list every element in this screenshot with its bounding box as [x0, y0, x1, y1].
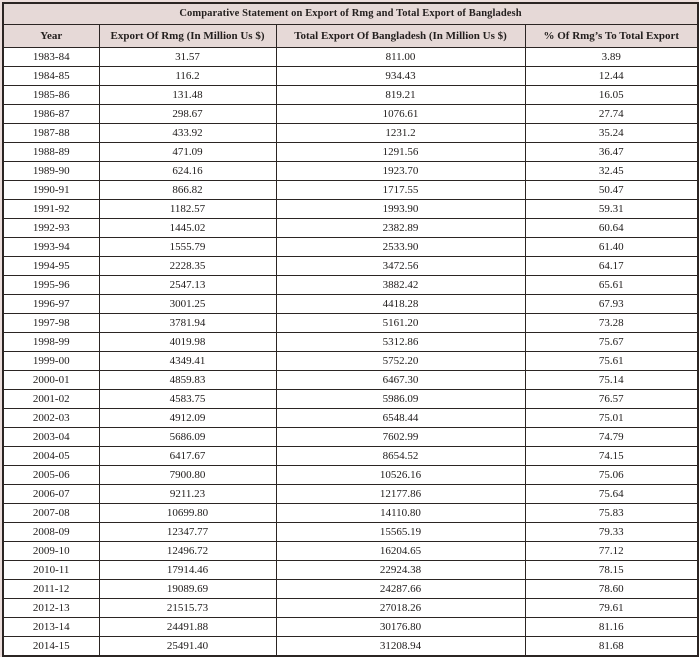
cell-rmg: 9211.23	[99, 485, 276, 504]
cell-total: 934.43	[276, 67, 525, 86]
column-header-total: Total Export Of Bangladesh (In Million Us $)	[276, 25, 525, 48]
cell-year: 2000-01	[3, 371, 99, 390]
cell-pct: 78.60	[525, 580, 698, 599]
cell-year: 2007-08	[3, 504, 99, 523]
column-header-row	[3, 25, 698, 48]
table-row	[3, 599, 698, 618]
cell-rmg: 1555.79	[99, 238, 276, 257]
cell-rmg: 5686.09	[99, 428, 276, 447]
table-row	[3, 143, 698, 162]
cell-total: 8654.52	[276, 447, 525, 466]
table-header	[3, 3, 698, 48]
table-row	[3, 485, 698, 504]
cell-total: 1717.55	[276, 181, 525, 200]
cell-year: 2004-05	[3, 447, 99, 466]
cell-total: 1076.61	[276, 105, 525, 124]
cell-total: 16204.65	[276, 542, 525, 561]
table-row	[3, 333, 698, 352]
table-row	[3, 181, 698, 200]
cell-total: 14110.80	[276, 504, 525, 523]
cell-pct: 75.06	[525, 466, 698, 485]
cell-rmg: 1445.02	[99, 219, 276, 238]
table-row	[3, 295, 698, 314]
table-row	[3, 257, 698, 276]
cell-total: 4418.28	[276, 295, 525, 314]
cell-pct: 79.61	[525, 599, 698, 618]
cell-rmg: 298.67	[99, 105, 276, 124]
table-row	[3, 105, 698, 124]
table-row	[3, 314, 698, 333]
cell-pct: 32.45	[525, 162, 698, 181]
cell-year: 2009-10	[3, 542, 99, 561]
table-row	[3, 124, 698, 143]
cell-total: 7602.99	[276, 428, 525, 447]
cell-year: 2002-03	[3, 409, 99, 428]
table-row	[3, 447, 698, 466]
cell-pct: 36.47	[525, 143, 698, 162]
cell-pct: 75.83	[525, 504, 698, 523]
table-row	[3, 48, 698, 67]
cell-year: 1999-00	[3, 352, 99, 371]
cell-year: 1986-87	[3, 105, 99, 124]
cell-pct: 75.01	[525, 409, 698, 428]
cell-total: 3472.56	[276, 257, 525, 276]
table-row	[3, 523, 698, 542]
cell-rmg: 4349.41	[99, 352, 276, 371]
cell-rmg: 624.16	[99, 162, 276, 181]
cell-year: 1991-92	[3, 200, 99, 219]
cell-pct: 74.79	[525, 428, 698, 447]
cell-total: 1291.56	[276, 143, 525, 162]
table-row	[3, 67, 698, 86]
cell-pct: 3.89	[525, 48, 698, 67]
table-row	[3, 580, 698, 599]
cell-rmg: 2228.35	[99, 257, 276, 276]
cell-year: 1995-96	[3, 276, 99, 295]
table-row	[3, 352, 698, 371]
cell-total: 1231.2	[276, 124, 525, 143]
cell-pct: 73.28	[525, 314, 698, 333]
table-row	[3, 390, 698, 409]
cell-pct: 74.15	[525, 447, 698, 466]
table-row	[3, 162, 698, 181]
table-body	[3, 48, 698, 657]
cell-rmg: 19089.69	[99, 580, 276, 599]
cell-pct: 81.68	[525, 637, 698, 657]
cell-year: 2014-15	[3, 637, 99, 657]
cell-total: 30176.80	[276, 618, 525, 637]
cell-year: 1987-88	[3, 124, 99, 143]
table-row	[3, 200, 698, 219]
cell-total: 22924.38	[276, 561, 525, 580]
cell-year: 2010-11	[3, 561, 99, 580]
column-header-year: Year	[3, 25, 99, 48]
cell-rmg: 866.82	[99, 181, 276, 200]
cell-rmg: 433.92	[99, 124, 276, 143]
table-row	[3, 219, 698, 238]
cell-year: 1997-98	[3, 314, 99, 333]
cell-year: 2001-02	[3, 390, 99, 409]
cell-pct: 76.57	[525, 390, 698, 409]
table-row	[3, 466, 698, 485]
table-row	[3, 504, 698, 523]
cell-year: 1992-93	[3, 219, 99, 238]
cell-total: 6467.30	[276, 371, 525, 390]
table-row	[3, 428, 698, 447]
cell-pct: 75.64	[525, 485, 698, 504]
cell-rmg: 131.48	[99, 86, 276, 105]
cell-rmg: 12496.72	[99, 542, 276, 561]
cell-rmg: 12347.77	[99, 523, 276, 542]
table-title: Comparative Statement on Export of Rmg and Total Export of Bangladesh	[3, 3, 698, 25]
cell-total: 15565.19	[276, 523, 525, 542]
cell-year: 1998-99	[3, 333, 99, 352]
table-row	[3, 542, 698, 561]
cell-pct: 64.17	[525, 257, 698, 276]
cell-total: 10526.16	[276, 466, 525, 485]
cell-rmg: 2547.13	[99, 276, 276, 295]
cell-pct: 35.24	[525, 124, 698, 143]
column-header-rmg: Export Of Rmg (In Million Us $)	[99, 25, 276, 48]
table-title-row	[3, 3, 698, 25]
table-row	[3, 409, 698, 428]
cell-pct: 77.12	[525, 542, 698, 561]
cell-pct: 60.64	[525, 219, 698, 238]
table-row	[3, 618, 698, 637]
cell-pct: 65.61	[525, 276, 698, 295]
cell-year: 1993-94	[3, 238, 99, 257]
cell-rmg: 4583.75	[99, 390, 276, 409]
cell-pct: 78.15	[525, 561, 698, 580]
table-row	[3, 86, 698, 105]
cell-rmg: 1182.57	[99, 200, 276, 219]
table-row	[3, 371, 698, 390]
cell-total: 1993.90	[276, 200, 525, 219]
cell-rmg: 21515.73	[99, 599, 276, 618]
cell-year: 1984-85	[3, 67, 99, 86]
cell-total: 6548.44	[276, 409, 525, 428]
cell-rmg: 24491.88	[99, 618, 276, 637]
cell-year: 1989-90	[3, 162, 99, 181]
cell-year: 2011-12	[3, 580, 99, 599]
table-row	[3, 637, 698, 657]
cell-rmg: 7900.80	[99, 466, 276, 485]
cell-total: 3882.42	[276, 276, 525, 295]
cell-rmg: 4912.09	[99, 409, 276, 428]
cell-pct: 12.44	[525, 67, 698, 86]
cell-pct: 67.93	[525, 295, 698, 314]
cell-total: 5752.20	[276, 352, 525, 371]
table-row	[3, 238, 698, 257]
cell-year: 2005-06	[3, 466, 99, 485]
cell-rmg: 6417.67	[99, 447, 276, 466]
cell-rmg: 3001.25	[99, 295, 276, 314]
cell-year: 2013-14	[3, 618, 99, 637]
cell-total: 31208.94	[276, 637, 525, 657]
cell-pct: 59.31	[525, 200, 698, 219]
cell-rmg: 25491.40	[99, 637, 276, 657]
cell-year: 1994-95	[3, 257, 99, 276]
cell-pct: 79.33	[525, 523, 698, 542]
cell-total: 1923.70	[276, 162, 525, 181]
cell-total: 5312.86	[276, 333, 525, 352]
table-row	[3, 561, 698, 580]
cell-year: 2012-13	[3, 599, 99, 618]
cell-pct: 50.47	[525, 181, 698, 200]
cell-year: 2006-07	[3, 485, 99, 504]
cell-year: 1996-97	[3, 295, 99, 314]
cell-total: 2533.90	[276, 238, 525, 257]
cell-total: 819.21	[276, 86, 525, 105]
cell-rmg: 31.57	[99, 48, 276, 67]
column-header-pct: % Of Rmg’s To Total Export	[525, 25, 698, 48]
cell-rmg: 4019.98	[99, 333, 276, 352]
cell-rmg: 10699.80	[99, 504, 276, 523]
cell-year: 2003-04	[3, 428, 99, 447]
cell-year: 1988-89	[3, 143, 99, 162]
cell-year: 1983-84	[3, 48, 99, 67]
cell-rmg: 3781.94	[99, 314, 276, 333]
cell-pct: 81.16	[525, 618, 698, 637]
cell-year: 2008-09	[3, 523, 99, 542]
cell-total: 811.00	[276, 48, 525, 67]
cell-pct: 16.05	[525, 86, 698, 105]
cell-total: 24287.66	[276, 580, 525, 599]
cell-total: 12177.86	[276, 485, 525, 504]
cell-year: 1990-91	[3, 181, 99, 200]
comparative-export-table	[2, 2, 699, 657]
cell-pct: 27.74	[525, 105, 698, 124]
table-row	[3, 276, 698, 295]
cell-pct: 61.40	[525, 238, 698, 257]
cell-total: 5161.20	[276, 314, 525, 333]
cell-year: 1985-86	[3, 86, 99, 105]
cell-pct: 75.14	[525, 371, 698, 390]
cell-rmg: 4859.83	[99, 371, 276, 390]
cell-total: 5986.09	[276, 390, 525, 409]
cell-total: 2382.89	[276, 219, 525, 238]
cell-rmg: 17914.46	[99, 561, 276, 580]
cell-pct: 75.61	[525, 352, 698, 371]
cell-rmg: 116.2	[99, 67, 276, 86]
cell-pct: 75.67	[525, 333, 698, 352]
cell-rmg: 471.09	[99, 143, 276, 162]
cell-total: 27018.26	[276, 599, 525, 618]
